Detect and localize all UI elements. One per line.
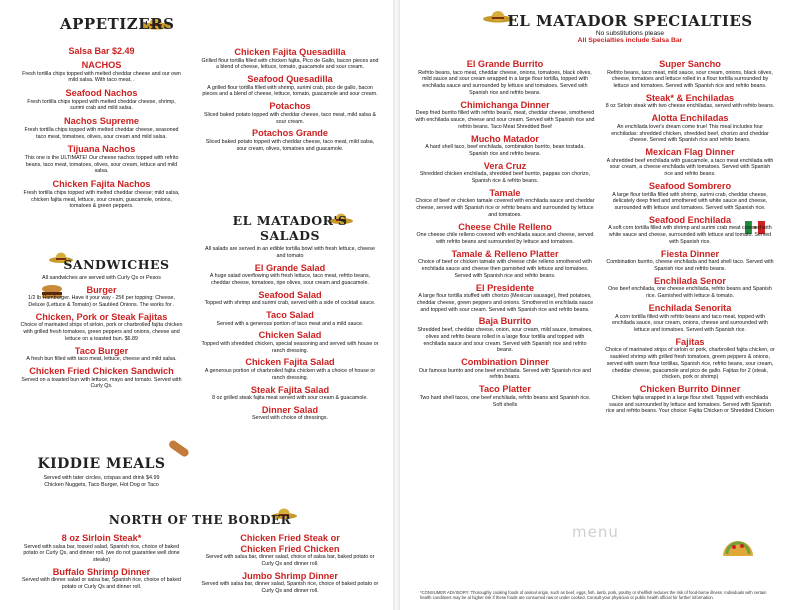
appetizers-right-list <box>200 47 380 152</box>
menu-item-name: Chicken Fajita Salad <box>245 357 335 368</box>
menu-item-name: Potachos <box>269 101 311 112</box>
watermark: menu <box>572 523 619 541</box>
menu-item-name: Seafood Sombrero <box>648 180 732 191</box>
sandwiches-heading: SANDWICHES <box>63 257 170 272</box>
menu-item <box>20 88 183 112</box>
sandwiches-list <box>20 285 183 390</box>
menu-item-description: Fresh tortilla chips topped with melted cheddar cheese and our own mild salsa. With taco meat, . <box>22 70 181 84</box>
menu-item-description: Grilled flour tortilla filled with chicken fajita, Pico de Gallo, bacon pieces and a blend of cheese, lettuce, tomato, guacamole and sour cream. <box>201 57 379 71</box>
appetizers-column <box>20 15 183 210</box>
menu-item <box>605 59 775 90</box>
menu-item-name: Steak Fajita Salad <box>250 384 330 395</box>
menu-item-description: Choice of marinated strips of sirloin, pork or charbroiled fajita chicken with grilled fresh tomatoes, green peppers and onions, cheese and lettuce on a toasted bun. $6.89 <box>20 322 183 342</box>
menu-item-description: Our famous burrito and one beef enchilada. Served with Spanish rice and refrito beans. <box>418 367 592 381</box>
menu-item <box>20 179 183 210</box>
menu-item-name: Super Sancho <box>659 59 721 69</box>
menu-item-name: Nachos Supreme <box>63 116 140 127</box>
menu-item <box>200 74 380 98</box>
menu-item-name: Seafood Enchilada <box>648 214 732 225</box>
menu-item-name: Taco Burger <box>74 345 129 356</box>
menu-item-name: Buffalo Shrimp Dinner <box>52 566 151 577</box>
north-left-list <box>20 533 183 591</box>
menu-item-description: Served with a generous portion of taco meat and a mild sauce. <box>216 320 364 327</box>
consumer-advisory: *CONSUMER ADVISORY: Thoroughly cooking foods of animal origin, such as beef, eggs, fish, lamb, pork, poultry or shellfish reduces the risk of food-borne illness. Individuals with certain health conditions may be at higher risk if these foods are consumed raw or under cooked. Consult your physician or public health official for further information. <box>420 590 767 601</box>
salads-heading-1: EL MATADOR'S <box>232 213 348 228</box>
kiddie-meals-heading: KIDDIE MEALS <box>37 456 166 472</box>
menu-item-name: Mexican Flag Dinner <box>645 147 735 158</box>
menu-item <box>20 144 183 175</box>
north-right-column <box>200 530 380 595</box>
specialties-right-column <box>605 56 775 415</box>
menu-item-description: 1/2 lb Hamburger. Have it your way - 25¢ per topping: Cheese, Deluxe (Lettuce & Tomato) or Sautéed Onions. The works for . <box>28 295 175 309</box>
salads-list <box>200 263 380 423</box>
menu-item-name: Chicken Fajita Nachos <box>52 179 151 190</box>
menu-item <box>200 405 380 422</box>
menu-item <box>605 249 775 273</box>
menu-item-name: Chimichanga Dinner <box>460 99 550 110</box>
menu-item <box>415 357 595 381</box>
menu-item-description: Sliced baked potato topped with cheddar cheese, taco meat, mild salsa & sour cream. <box>204 111 376 125</box>
menu-item-description: Served with choice of dressings. <box>252 415 328 422</box>
menu-item-name: NACHOS <box>81 60 122 70</box>
specialties-salsa-note: All Specialties include Salsa Bar <box>577 37 683 44</box>
menu-item-name: Seafood Salad <box>258 289 322 300</box>
menu-item-description: Served on a toasted bun with lettuce, mayo and tomato. Served with Curly Qs. <box>21 376 182 390</box>
menu-item-name: Potachos Grande <box>251 128 329 139</box>
menu-item <box>200 290 380 307</box>
menu-item-description: Deep fried burrito filled with refrito beans, meat, cheddar cheese, smothered with enchilada sauce, cheese and sour cream. Served with Spanish rice and refrito beans. Taco Meat Shredded Beef <box>415 110 595 130</box>
menu-item-name: Chicken, Pork or Steak Fajitas <box>35 311 168 322</box>
menu-item-name: Cheese Chile Relleno <box>458 221 552 232</box>
menu-item <box>20 567 183 591</box>
menu-item-name: El Presidente <box>475 282 535 293</box>
menu-item <box>605 276 775 300</box>
menu-item <box>605 113 775 144</box>
menu-item-name: 8 oz Sirloin Steak* <box>61 533 142 543</box>
menu-item-description: Served with salsa bar, dinner salad, choice of salsa bar, baked potato or Curly Qs and dinner roll. <box>205 554 375 567</box>
menu-item-description: One cheese chile relleno covered with enchilada sauce and cheese, served with refrito beans and surrounded by lettuce and tomatoes. <box>416 232 594 245</box>
menu-item-description: Served with dinner salad or salsa bar, Spanish rice, choice of baked potato or Curly Qs and dinner roll. <box>22 577 181 591</box>
menu-item-description: A large flour tortilla filled with shrimp, surimi crab, cheddar cheese, delicately deep fried and smothered with white sauce and cheese, surrounded with lettuce and tomatoes. Served with Spanish rice. <box>612 191 768 212</box>
menu-item-description: 8 oz grilled steak fajita meat served with sour cream & guacamole. <box>212 395 368 402</box>
menu-item <box>415 59 595 97</box>
menu-item-description: Topped with shrimp and surimi crab, served with a side of cocktail sauce. <box>204 300 376 307</box>
menu-item <box>605 303 775 334</box>
menu-item <box>605 337 775 381</box>
menu-item-name: Dinner Salad <box>261 404 319 415</box>
salads-section <box>200 213 380 422</box>
menu-item <box>200 533 380 568</box>
menu-item-name: Seafood Quesadilla <box>247 74 333 85</box>
menu-item-name: Chicken Burrito Dinner <box>639 384 741 395</box>
menu-item <box>200 128 380 152</box>
menu-item-name: Enchilada Senor <box>654 275 726 286</box>
menu-item-description: A hard shell taco, beef enchilada, combination burrito, bean tostada. Spanish rice and refrito beans. <box>425 144 585 157</box>
menu-item <box>20 116 183 140</box>
menu-item <box>20 346 183 363</box>
menu-item <box>605 215 775 246</box>
menu-item <box>415 283 595 314</box>
menu-item <box>200 385 380 402</box>
page-fold <box>393 0 400 610</box>
menu-item <box>605 93 775 110</box>
menu-item <box>20 312 183 343</box>
menu-item <box>200 357 380 381</box>
specialties-heading: EL MATADOR SPECIALTIES <box>507 12 753 30</box>
menu-item-name: El Grande Burrito <box>466 59 544 69</box>
menu-item-name: El Grande Salad <box>254 262 326 273</box>
sandwiches-note: All sandwiches are served with Curly Qs or Pesos <box>42 275 161 281</box>
menu-item-name: Chicken Fried Steak or <box>240 533 340 543</box>
menu-item-description: A fresh bun filled with taco meat, lettuce, cheese and mild salsa. <box>26 356 177 363</box>
menu-item-name-line2: Chicken Fried Chicken <box>240 543 340 554</box>
menu-item <box>605 147 775 178</box>
menu-item-description: A corn tortilla filled with refrito beans and taco meat, topped with enchilada sauce, sour cream, onions, cheese and surrounded with lettuce and tomatoes. Served with Spanish rice. <box>612 313 768 334</box>
menu-item-description: A huge salad overflowing with fresh lettuce, taco meat, refrito beans, cheddar cheese, tomatoes, ripe olives, sour cream and guacamole. <box>209 273 371 286</box>
north-of-border-section <box>20 513 380 527</box>
menu-item-name: Taco Salad <box>266 309 314 320</box>
menu-item-name: Jumbo Shrimp Dinner <box>242 570 338 581</box>
menu-item-name: Vera Cruz <box>483 160 527 171</box>
menu-item <box>415 316 595 354</box>
menu-item <box>415 222 595 246</box>
menu-item-description: Fresh tortilla chips topped with melted cheddar cheese; mild salsa, chicken fajita meat, lettuce, sour cream, guacamole, onions, tomatoes & green peppers. <box>23 189 180 210</box>
menu-item-description: Combination burrito, cheese enchilada and hard shell taco. Served with Spanish rice and refrito beans. <box>606 259 774 273</box>
menu-item <box>200 571 380 595</box>
menu-item-description: Refrito beans, taco meat, mild sauce, sour cream, onions, black olives, cheese, tomatoes and lettuce rolled in a flour tortilla surrounded by lettuce and tomatoes. Served with Spanish rice and refrito beans. <box>607 69 773 90</box>
north-of-border-heading: NORTH OF THE BORDER <box>108 513 292 527</box>
menu-item-description: A large flour tortilla stuffed with chorizo (Mexican sausage), fried potatoes, cheddar cheese, green peppers and onions. Smothered in enchilada sauce and topped with sour cream. Served with Spanish rice and refrito beans. <box>416 293 594 313</box>
menu-item-name: Chicken Fried Chicken Sandwich <box>29 366 174 377</box>
menu-item-description: Choice of marinated strips of sirloin or pork, charbroiled fajita chicken, or sautéed shrimp with grilled fresh tomatoes, green peppers & onions, served with warm flour tortillas, Spanish rice, refrito beans, sour cream, cheddar cheese, guacamole and pico de gallo. Fajitas for 2 (steak, chicken, pork or shrimp) <box>605 347 775 381</box>
menu-item-description: A grilled flour tortilla filled with shrimp, surimi crab, pico de gallo, bacon pieces and a blend of cheese, lettuce, tomato, guacamole and sour cream. <box>202 84 378 98</box>
menu-item <box>200 310 380 327</box>
menu-item-name: Chicken Salad <box>258 330 322 341</box>
menu-item-description: Choice of beef or chicken tamale covered with enchilada sauce and cheddar cheese, served with Spanish rice or refrito beans and surrounded by lettuce and tomatoes. <box>415 198 595 218</box>
salads-heading-2: SALADS <box>259 228 321 243</box>
appetizers-heading: APPETIZERS <box>60 15 175 33</box>
kiddie-meals-desc: Served with tater circles, crispas and drink $4.99 <box>43 475 160 481</box>
menu-item <box>20 285 183 309</box>
menu-item-description: Shredded beef, cheddar cheese, onion, sour cream, mild sauce, tomatoes, olives and refrito beans rolled in a large flour tortilla and topped with enchilada sauce and sour cream. Served with Spanish rice and refrito beans. <box>417 327 593 354</box>
specialties-left-list <box>415 59 595 408</box>
salads-note: All salads are served in an edible tortilla bowl with fresh lettuce, cheese and tomato <box>205 246 375 259</box>
menu-item-name: Burger <box>86 284 117 295</box>
menu-item-name: Mucho Matador <box>471 133 539 144</box>
menu-item-description: Shredded chicken enchilada, shredded beef burrito, pappas con chorizo, Spanish rice & refrito beans. <box>419 171 591 184</box>
menu-item <box>415 134 595 158</box>
menu-item-description: Topped with shredded chicken, special seasoning and served with house or ranch dressing. <box>201 340 379 354</box>
menu-item <box>415 249 595 280</box>
menu-item-name: Taco Platter <box>479 384 531 395</box>
menu-item <box>200 263 380 287</box>
specialties-left-column <box>415 56 595 408</box>
menu-item-name: Fiesta Dinner <box>660 248 720 259</box>
menu-item-name: Enchilada Senorita <box>648 302 732 313</box>
menu-item <box>415 384 595 408</box>
menu-item-description: Refrito beans, taco meat, cheddar cheese, onions, tomatoes, black olives, mild sauce and sour cream wrapped in a large flour tortilla, topped with enchilada sauce and surrounded by lettuce and tomatoes. Served with Spanish rice and refrito beans. <box>418 69 592 96</box>
kiddie-meals-options: Chicken Nuggets, Taco Burger, Hot Dog or Taco <box>44 481 159 488</box>
menu-item <box>200 330 380 354</box>
specialties-right-list <box>605 59 775 415</box>
menu-item-description: A generous portion of charbroiled fajita chicken with a choice of house or ranch dressing. <box>204 367 376 381</box>
menu-item <box>200 47 380 71</box>
menu-item <box>20 533 183 564</box>
menu-item-name: Steak* & Enchiladas <box>645 92 735 103</box>
menu-item <box>605 384 775 415</box>
menu-item <box>415 188 595 219</box>
menu-item-name: Seafood Nachos <box>65 88 138 99</box>
menu-item-description: An enchilada lover's dream come true! This meal includes four enchiladas: shredded chicken, shredded beef, chorizo and cheddar cheese. Served with Spanish rice and refrito beans. <box>611 123 769 144</box>
menu-item-name: Baja Burrito <box>478 316 532 327</box>
menu-item-name: Tamale <box>489 187 521 198</box>
north-left-column <box>20 530 183 591</box>
menu-item-description: Two hard shell tacos, one beef enchilada, refrito beans and Spanish rice. Soft shells <box>419 394 591 408</box>
north-right-list <box>200 533 380 595</box>
appetizers-list <box>20 60 183 210</box>
kiddie-meals-section <box>20 456 183 489</box>
menu-item-name: Combination Dinner <box>461 357 549 368</box>
menu-item <box>20 60 183 84</box>
menu-item-description: Chicken fajita wrapped in a large flour shell. Topped with enchilada sauce and surrounded by lettuce and tomatoes. Served with Spanish rice and refrito beans. Your choice: Fajita Chicken or Shredded Chicken <box>606 394 774 415</box>
menu-item-name: Fajitas <box>675 336 705 347</box>
menu-item-description: A shredded beef enchilada with guacamole, a taco meat enchilada with sour cream, a cheese enchilada with tomatoes. Served with Spanish rice and refrito beans. <box>606 157 774 178</box>
menu-item <box>200 101 380 125</box>
menu-item-description: This one is the ULTIMATE! Our cheese nachos topped with refrito beans, taco meat, tomatoes, olives, sour cream, lettuce and mild salsa. <box>24 154 179 175</box>
menu-item-description: A soft corn tortilla filled with shrimp and surimi crab meat covered with white sauce and cheese, surrounded with lettuce and tomato. Served with Spanish rice. <box>608 225 772 245</box>
menu-item-name: Alotta Enchiladas <box>651 113 729 124</box>
menu-item-description: Fresh tortilla chips topped with melted cheddar cheese, seasoned taco meat, tomatoes, olives, sour cream and mild salsa. <box>24 126 179 140</box>
sandwiches-section <box>20 257 183 390</box>
menu-item-description: One beef enchilada, one cheese enchilada, refrito beans and Spanish rice. Garnished with lettuce & tomato. <box>608 286 772 300</box>
menu-item-description: Served with salsa bar, tossed salad, Spanish rice, choice of baked potato or Curly Qs, and dinner roll. (we do not guarantee well done steaks) <box>23 543 180 564</box>
appetizers-right-column <box>200 44 380 152</box>
menu-item <box>415 161 595 185</box>
menu-item <box>415 100 595 131</box>
specialties-subnote: No substitutions please <box>595 30 665 37</box>
menu-item-description: Served with salsa bar, dinner salad, Spanish rice, choice of baked potato or Curly Qs and dinner roll. <box>201 581 379 595</box>
menu-item-description: 8 oz Sirloin steak with two cheese enchiladas, served with refrito beans. <box>605 103 775 110</box>
menu-item-name: Tamale & Relleno Platter <box>451 248 559 259</box>
menu-item-name: Tijuana Nachos <box>67 144 136 155</box>
menu-item-description: Choice of beef or chicken tamale with cheese chile relleno smothered with enchilada sauce and cheese then garnished with lettuce and tomatoes. Served with Spanish rice and refrito beans. <box>418 259 592 279</box>
menu-item-description: Sliced baked potato topped with cheddar cheese, taco meat, mild salsa, sour cream, olives, tomatoes and guacamole. <box>205 138 375 152</box>
menu-item-name: Chicken Fajita Quesadilla <box>234 47 346 57</box>
specialties-header <box>420 12 770 44</box>
menu-item <box>20 366 183 390</box>
menu-item-description: Fresh tortilla chips topped with melted cheddar cheese, shrimp, surimi crab and mild salsa. <box>27 98 176 112</box>
menu-item <box>605 181 775 212</box>
taco-icon <box>720 530 756 560</box>
salsa-bar-price: Salsa Bar $2.49 <box>68 46 135 56</box>
